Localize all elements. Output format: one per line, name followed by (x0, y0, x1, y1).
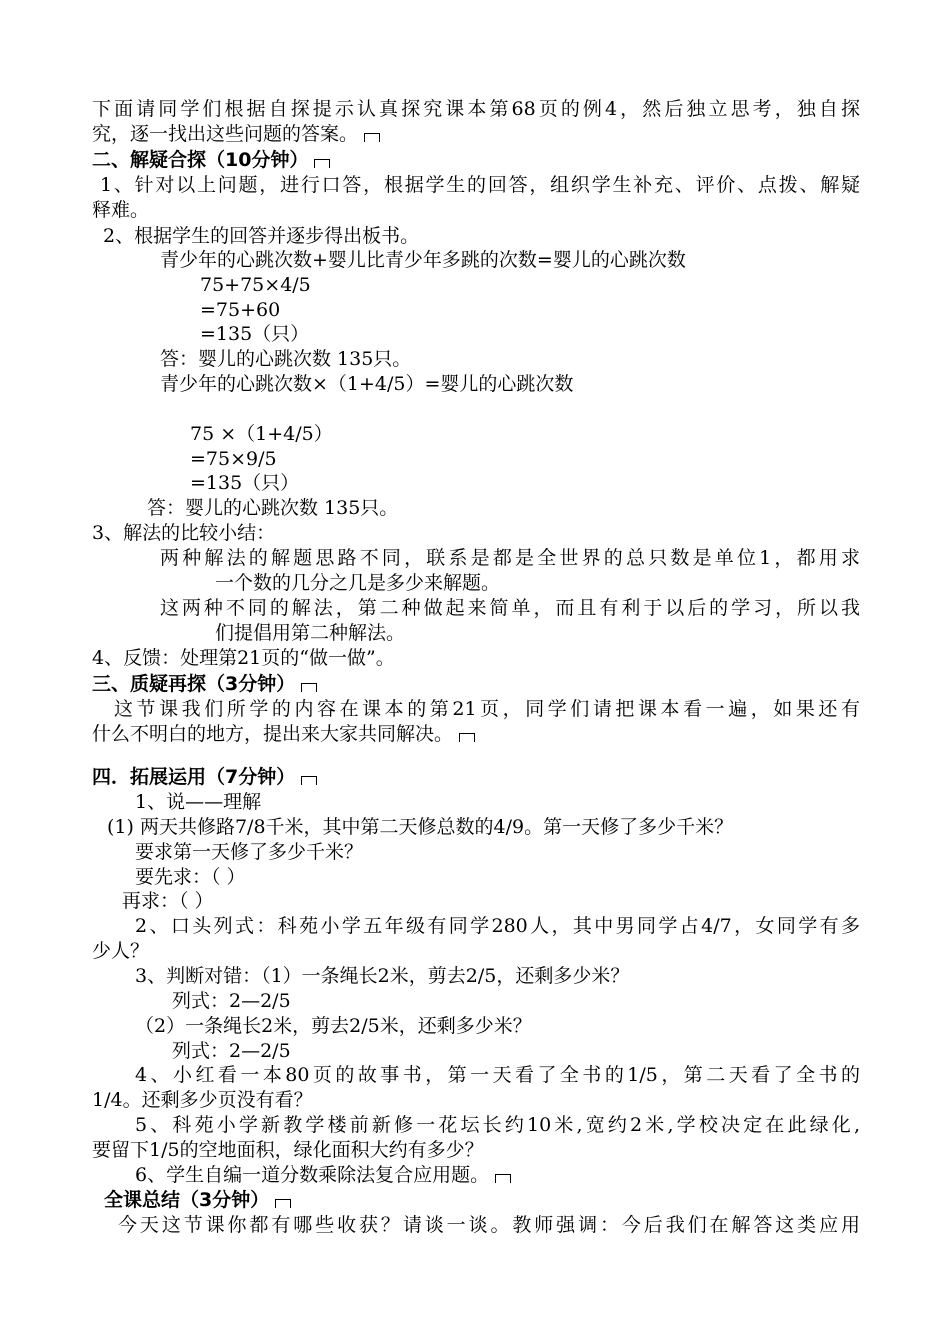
text-line: 1、说——理解 (135, 791, 262, 813)
paragraph-mark-icon (301, 776, 317, 785)
paragraph-mark-icon (495, 1174, 511, 1183)
question-line: (1) 两天共修路7/8千米，其中第二天修总数的4/9。第一天修了多少千米？ (107, 816, 734, 838)
section-heading: 四．拓展运用（7分钟） (92, 765, 317, 789)
formula-line: 列式：2—2/5 (172, 1040, 291, 1062)
text-line: 要求第一天修了多少千米？ (135, 841, 364, 863)
text-line: 下面请同学们根据自探提示认真探究课本第68页的例4，然后独立思考，独自探 (92, 98, 860, 120)
paragraph-mark-icon (314, 159, 330, 168)
blank-line: 再求：（ ） (122, 890, 214, 912)
text-line: 3、解法的比较小结： (92, 522, 276, 544)
text-line: 2、根据学生的回答并逐步得出板书。 (103, 225, 420, 247)
question-line: 3、判断对错：（1）一条绳长2米，剪去2/5，还剩多少米？ (135, 965, 630, 987)
question-line: 2、口头列式：科苑小学五年级有同学280人，其中男同学占4/7，女同学有多 (135, 915, 860, 937)
text-line: 们提倡用第二种解法。 (215, 622, 406, 644)
blank-line: 要先求：（ ） (135, 866, 246, 888)
formula-line: =135（只） (200, 323, 310, 345)
text-line: 一个数的几分之几是多少来解题。 (215, 572, 501, 594)
formula-line: 列式：2—2/5 (172, 990, 291, 1012)
paragraph-mark-icon (459, 733, 475, 742)
text-line: 6、学生自编一道分数乘除法复合应用题。 (135, 1163, 511, 1187)
formula-line: =135（只） (190, 472, 300, 494)
text-line: 释难。 (92, 199, 150, 221)
formula-line: =75+60 (200, 299, 281, 321)
text-line: 1/4。还剩多少页没有看？ (92, 1089, 313, 1111)
text-line: 什么不明白的地方，提出来大家共同解决。 (92, 722, 475, 746)
text-line: 1、针对以上问题，进行口答，根据学生的回答，组织学生补充、评价、点拨、解疑 (100, 174, 860, 196)
formula-line: 75+75×4/5 (200, 274, 311, 296)
text-line: 这节课我们所学的内容在课本的第21页，同学们请把课本看一遍，如果还有 (114, 698, 860, 720)
text-line: 4、反馈：处理第21页的“做一做”。 (92, 647, 395, 669)
paragraph-mark-icon (275, 1199, 291, 1208)
text-line: 两种解法的解题思路不同，联系是都是全世界的总只数是单位1，都用求 (160, 547, 860, 569)
paragraph-mark-icon (301, 683, 317, 692)
text-line: 青少年的心跳次数+婴儿比青少年多跳的次数=婴儿的心跳次数 (160, 249, 686, 271)
text-line: 青少年的心跳次数×（1+4/5）=婴儿的心跳次数 (160, 373, 574, 395)
text-line: 今天这节课你都有哪些收获？请谈一谈。教师强调：今后我们在解答这类应用 (118, 1214, 860, 1236)
text-line: 这两种不同的解法，第二种做起来简单，而且有利于以后的学习，所以我 (160, 597, 860, 619)
section-heading: 三、质疑再探（3分钟） (92, 672, 317, 696)
paragraph-mark-icon (364, 133, 380, 142)
question-line: 5、科苑小学新教学楼前新修一花坛长约10米,宽约2米,学校决定在此绿化, (135, 1114, 860, 1136)
question-line: 4、小红看一本80页的故事书，第一天看了全书的1/5，第二天看了全书的 (135, 1064, 860, 1086)
formula-line: =75×9/5 (190, 448, 277, 470)
text-line: 要留下1/5的空地面积，绿化面积大约有多少？ (92, 1139, 484, 1161)
formula-line: 75 ×（1+4/5） (190, 423, 333, 445)
text-line: 少人？ (92, 940, 150, 962)
section-heading: 全课总结（3分钟） (104, 1188, 291, 1212)
answer-line: 答：婴儿的心跳次数 135只。 (160, 348, 412, 370)
question-line: （2）一条绳长2米，剪去2/5米，还剩多少米？ (135, 1015, 532, 1037)
answer-line: 答：婴儿的心跳次数 135只。 (147, 497, 399, 519)
text-line: 究，逐一找出这些问题的答案。 (92, 122, 380, 146)
section-heading: 二、解疑合探（10分钟） (92, 148, 330, 172)
